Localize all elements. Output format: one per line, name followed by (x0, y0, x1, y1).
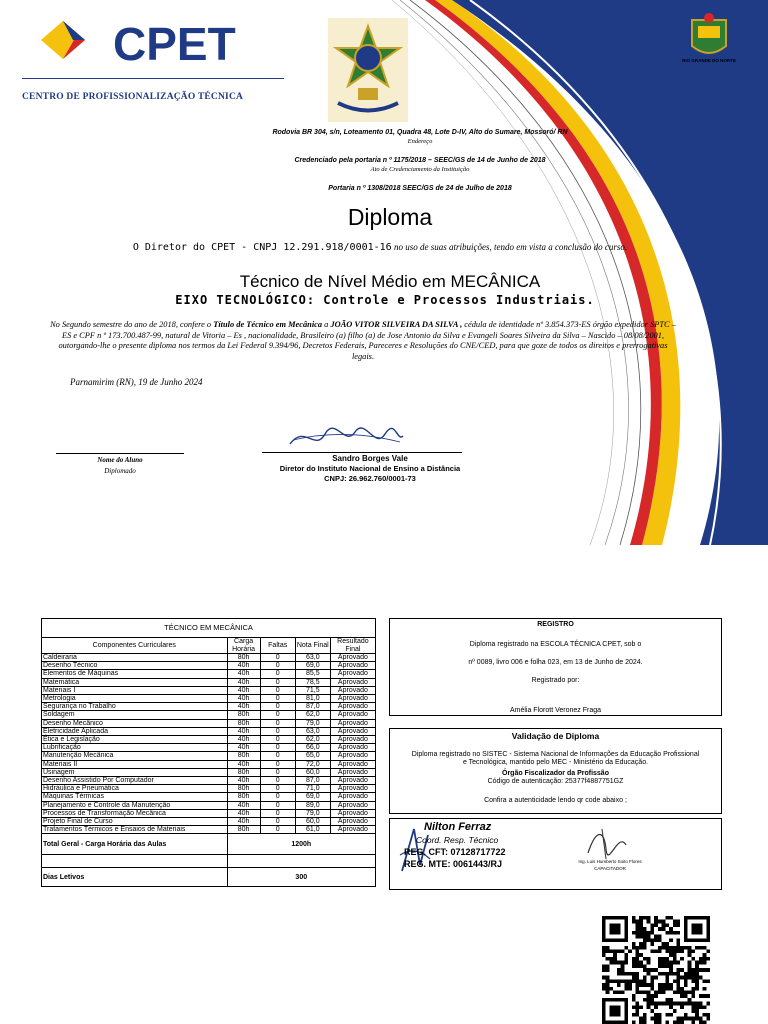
cell-absences: 0 (260, 711, 295, 719)
cell-grade: 79,0 (295, 809, 330, 817)
cell-hours: 80h (227, 826, 260, 834)
cell-absences: 0 (260, 785, 295, 793)
spacer-row (42, 855, 376, 868)
total-row-label: Total Geral - Carga Horária das Aulas (42, 834, 228, 855)
cell-grade: 60,0 (295, 768, 330, 776)
cell-hours: 80h (227, 793, 260, 801)
cell-hours: 40h (227, 760, 260, 768)
institution-name: CENTRO DE PROFISSIONALIZAÇÃO TÉCNICA (22, 92, 244, 102)
cell-result: Aprovado (330, 801, 375, 809)
director-line-mono: O Diretor do CPET - CNPJ 12.291.918/0001-16 (132, 242, 392, 253)
cell-grade: 60,0 (295, 818, 330, 826)
cell-grade: 71,5 (295, 686, 330, 694)
stamp-mte: REG. MTE: 0061443/RJ (404, 859, 503, 869)
cell-absences: 0 (260, 703, 295, 711)
cell-absences: 0 (260, 719, 295, 727)
director-signature (285, 422, 405, 456)
cell-absences: 0 (260, 801, 295, 809)
cell-hours: 80h (227, 711, 260, 719)
cell-grade: 63,0 (295, 727, 330, 735)
cell-grade: 71,0 (295, 785, 330, 793)
accreditation: Credenciado pela portaria n º 1175/2018 – SEEC/GS de 14 de Junho de 2018 (294, 157, 546, 164)
table-row (42, 711, 376, 719)
cell-component: Matemática (42, 678, 228, 686)
table-row (42, 744, 376, 752)
grades-title: TÉCNICO EM MECÂNICA (42, 619, 376, 638)
cell-component: Elementos de Máquinas (42, 670, 228, 678)
ordinance: Portaria n º 1308/2018 SEEC/GS de 24 de Julho de 2018 (328, 185, 512, 192)
cell-absences: 0 (260, 678, 295, 686)
brazil-coat-of-arms (328, 18, 408, 122)
address: Rodovia BR 304, s/n, Loteamento 01, Quadra 48, Lote D-IV, Alto do Sumare, Mossoró/ RN (272, 129, 568, 136)
cell-result: Aprovado (330, 727, 375, 735)
days-row-label: Dias Letivos (42, 868, 228, 887)
cell-component: Materiais I (42, 686, 228, 694)
cell-result: Aprovado (330, 809, 375, 817)
cell-absences: 0 (260, 793, 295, 801)
table-row (42, 777, 376, 785)
cell-result: Aprovado (330, 760, 375, 768)
director-name: Sandro Borges Vale (332, 454, 408, 463)
table-row (42, 662, 376, 670)
table-row (42, 736, 376, 744)
director-line (30, 242, 730, 253)
cell-hours: 80h (227, 719, 260, 727)
validation-line2: e Tecnológica, mantido pelo MEC - Ministério da Educação. (462, 759, 649, 766)
grades-table (41, 618, 376, 887)
cell-hours: 40h (227, 818, 260, 826)
cell-grade: 66,0 (295, 744, 330, 752)
cell-hours: 40h (227, 801, 260, 809)
cell-absences: 0 (260, 809, 295, 817)
cell-component: Eletricidade Aplicada (42, 727, 228, 735)
table-row (42, 752, 376, 760)
registry-registrar: Amélia Florott Veronez Fraga (509, 707, 602, 714)
second-role: CAPACITADOR (594, 866, 626, 871)
cell-component: Soldagem (42, 711, 228, 719)
cell-hours: 80h (227, 752, 260, 760)
spacer-cell (227, 855, 375, 868)
table-row (42, 703, 376, 711)
cell-absences: 0 (260, 670, 295, 678)
technical-signatures-box (389, 818, 722, 890)
cell-grade: 63,0 (295, 654, 330, 662)
cell-hours: 40h (227, 670, 260, 678)
cell-grade: 81,0 (295, 695, 330, 703)
table-row (42, 793, 376, 801)
cell-hours: 80h (227, 654, 260, 662)
registry-title: REGISTRO (537, 621, 574, 628)
table-row (42, 809, 376, 817)
stamp-cft: REG. CFT: 07128717722 (404, 847, 506, 857)
address-label: Endereço (407, 138, 433, 145)
cell-hours: 40h (227, 727, 260, 735)
cell-absences: 0 (260, 777, 295, 785)
table-row (42, 826, 376, 834)
table-row (42, 801, 376, 809)
cell-absences: 0 (260, 686, 295, 694)
validation-auth-code: Código de autenticação: 25377f4887751GZ (487, 778, 624, 785)
cell-grade: 87,0 (295, 703, 330, 711)
cell-component: Desenho Mecânico (42, 719, 228, 727)
table-row (42, 695, 376, 703)
logo-wordmark: CPET (113, 18, 236, 68)
body-part1: No Segundo semestre do ano de 2018, confere o (50, 320, 214, 329)
validation-title: Validação de Diploma (511, 731, 600, 741)
cell-result: Aprovado (330, 654, 375, 662)
cell-component: Segurança no Trabalho (42, 703, 228, 711)
cell-hours: 40h (227, 809, 260, 817)
cell-result: Aprovado (330, 686, 375, 694)
cell-result: Aprovado (330, 768, 375, 776)
second-signature (582, 825, 632, 861)
director-role: Diretor do Instituto Nacional de Ensino a Distância (279, 464, 461, 473)
cell-result: Aprovado (330, 703, 375, 711)
body-part3: cédula de identidade nº 3.854.373-ES órgão expedidor SPTC – ES e CPF n º 173.700.487-99, natural de Vitoria – Es , nacionalidade, Brasileiro (a) filho (a) de Jose Antonio da Silva e Evangeli Soares Silveira da Silva – Nascido – 08/08/2001, outorgando-lhe o presente diploma nos termos da Lei Federal 9.394/96, Decretos Federais, Pareceres e Resoluções do CNE/CED, para que goze de todos os direitos e prerrogativas legais. (58, 320, 676, 361)
director-signature-line (262, 452, 462, 453)
registry-line3: Registrado por: (531, 677, 580, 684)
total-row (42, 834, 376, 855)
cell-component: Lubrificação (42, 744, 228, 752)
cell-grade: 85,5 (295, 670, 330, 678)
eixo-tecnologico: EIXO TECNOLÓGICO: Controle e Processos Industriais. (175, 293, 595, 307)
cell-result: Aprovado (330, 719, 375, 727)
body-title: Título de Técnico em Mecânica (213, 320, 323, 329)
cell-hours: 40h (227, 686, 260, 694)
header-result: Resultado Final (330, 638, 375, 654)
cell-hours: 40h (227, 678, 260, 686)
cell-absences: 0 (260, 695, 295, 703)
cell-absences: 0 (260, 752, 295, 760)
cell-hours: 40h (227, 695, 260, 703)
table-row (42, 727, 376, 735)
table-row (42, 654, 376, 662)
cell-result: Aprovado (330, 678, 375, 686)
cell-component: Máquinas Térmicas (42, 793, 228, 801)
validation-line5: Confira a autenticidade lendo qr code abaixo ; (484, 797, 627, 804)
cell-component: Usinagem (42, 768, 228, 776)
cell-absences: 0 (260, 727, 295, 735)
state-caption: RIO GRANDE DO NORTE (682, 58, 736, 63)
cell-result: Aprovado (330, 818, 375, 826)
table-row (42, 686, 376, 694)
director-cnpj: CNPJ: 26.962.760/0001-73 (324, 474, 416, 483)
table-row (42, 760, 376, 768)
cell-grade: 62,0 (295, 736, 330, 744)
cell-result: Aprovado (330, 711, 375, 719)
student-signature-line (56, 453, 184, 454)
cell-grade: 65,0 (295, 752, 330, 760)
cell-result: Aprovado (330, 793, 375, 801)
cell-absences: 0 (260, 826, 295, 834)
cell-hours: 80h (227, 785, 260, 793)
cell-grade: 62,0 (295, 711, 330, 719)
logo-underline (22, 78, 284, 79)
cell-grade: 87,0 (295, 777, 330, 785)
cell-hours: 40h (227, 703, 260, 711)
cell-result: Aprovado (330, 736, 375, 744)
body-part2: a (322, 320, 331, 329)
cell-result: Aprovado (330, 826, 375, 834)
cell-absences: 0 (260, 736, 295, 744)
cell-result: Aprovado (330, 785, 375, 793)
cell-absences: 0 (260, 818, 295, 826)
cell-result: Aprovado (330, 695, 375, 703)
cell-component: Projeto Final de Curso (42, 818, 228, 826)
cell-absences: 0 (260, 744, 295, 752)
cell-grade: 78,5 (295, 678, 330, 686)
cell-hours: 40h (227, 777, 260, 785)
cell-grade: 69,0 (295, 793, 330, 801)
cell-component: Processos de Transformação Mecânica (42, 809, 228, 817)
cell-component: Caldeiraria (42, 654, 228, 662)
cell-component: Ética e Legislação (42, 736, 228, 744)
cell-component: Metrologia (42, 695, 228, 703)
cell-component: Planejamento e Controle da Manutenção (42, 801, 228, 809)
validation-line3: Órgão Fiscalizador da Profissão (502, 770, 609, 777)
header-component: Componentes Curriculares (42, 638, 228, 654)
table-row (42, 678, 376, 686)
cell-absences: 0 (260, 654, 295, 662)
registry-line2: nº 0089, livro 006 e folha 023, em 13 de Junho de 2024. (468, 659, 643, 666)
cell-component: Hidráulica e Pneumática (42, 785, 228, 793)
student-label: Nome do Aluno (97, 456, 143, 464)
cell-component: Manutenção Mecânica (42, 752, 228, 760)
cell-grade: 69,0 (295, 662, 330, 670)
diploma-body (48, 320, 678, 362)
place-date: Parnamirim (RN), 19 de Junho 2024 (70, 377, 203, 387)
cell-grade: 89,0 (295, 801, 330, 809)
table-row (42, 768, 376, 776)
cell-absences: 0 (260, 768, 295, 776)
cell-hours: 40h (227, 662, 260, 670)
body-name: JOÃO VITOR SILVEIRA DA SILVA , (330, 320, 463, 329)
cell-grade: 72,0 (295, 760, 330, 768)
validation-line1: Diploma registrado no SISTEC - Sistema Nacional de Informações da Educação Profissional (411, 751, 700, 758)
days-row (42, 868, 376, 887)
cell-hours: 80h (227, 768, 260, 776)
diploma-title: Diploma (347, 204, 433, 230)
cell-hours: 40h (227, 744, 260, 752)
accreditation-label: Ato de Credenciamento da Instituição (370, 166, 470, 173)
validation-box (389, 728, 722, 814)
cpet-logo (38, 18, 268, 68)
cell-result: Aprovado (330, 777, 375, 785)
course-title: Técnico de Nível Médio em MECÂNICA (239, 272, 541, 291)
header-hours: Carga Horária (227, 638, 260, 654)
cell-result: Aprovado (330, 662, 375, 670)
cell-absences: 0 (260, 760, 295, 768)
cell-absences: 0 (260, 662, 295, 670)
cell-hours: 40h (227, 736, 260, 744)
cell-component: Materiais II (42, 760, 228, 768)
cell-component: Tratamentos Térmicos e Ensaios de Materiais (42, 826, 228, 834)
registry-box (389, 618, 722, 716)
cell-result: Aprovado (330, 752, 375, 760)
cell-grade: 79,0 (295, 719, 330, 727)
registry-line1: Diploma registrado na ESCOLA TÉCNICA CPET, sob o (469, 641, 642, 648)
cell-component: Desenho Assistido Por Computador (42, 777, 228, 785)
cell-result: Aprovado (330, 670, 375, 678)
student-sublabel: Diplomado (104, 467, 136, 475)
cell-result: Aprovado (330, 744, 375, 752)
table-row (42, 719, 376, 727)
stamp-name: Nilton Ferraz (424, 821, 492, 833)
cell-grade: 61,0 (295, 826, 330, 834)
table-row (42, 818, 376, 826)
header-grade: Nota Final (295, 638, 330, 654)
total-row-value: 1200h (227, 834, 375, 855)
header-absences: Faltas (260, 638, 295, 654)
table-row (42, 785, 376, 793)
days-row-value: 300 (227, 868, 375, 887)
table-row (42, 670, 376, 678)
second-name: Ing. Luis Humberto Soito Flores (578, 859, 642, 864)
spacer-cell (42, 855, 228, 868)
qr-code[interactable] (598, 916, 714, 1024)
director-line-rest: no uso de suas atribuições, tendo em vista a conclusão do curso. (391, 242, 628, 252)
cell-component: Desenho Técnico (42, 662, 228, 670)
stamp-role: Coord. Resp. Técnico (416, 835, 499, 845)
